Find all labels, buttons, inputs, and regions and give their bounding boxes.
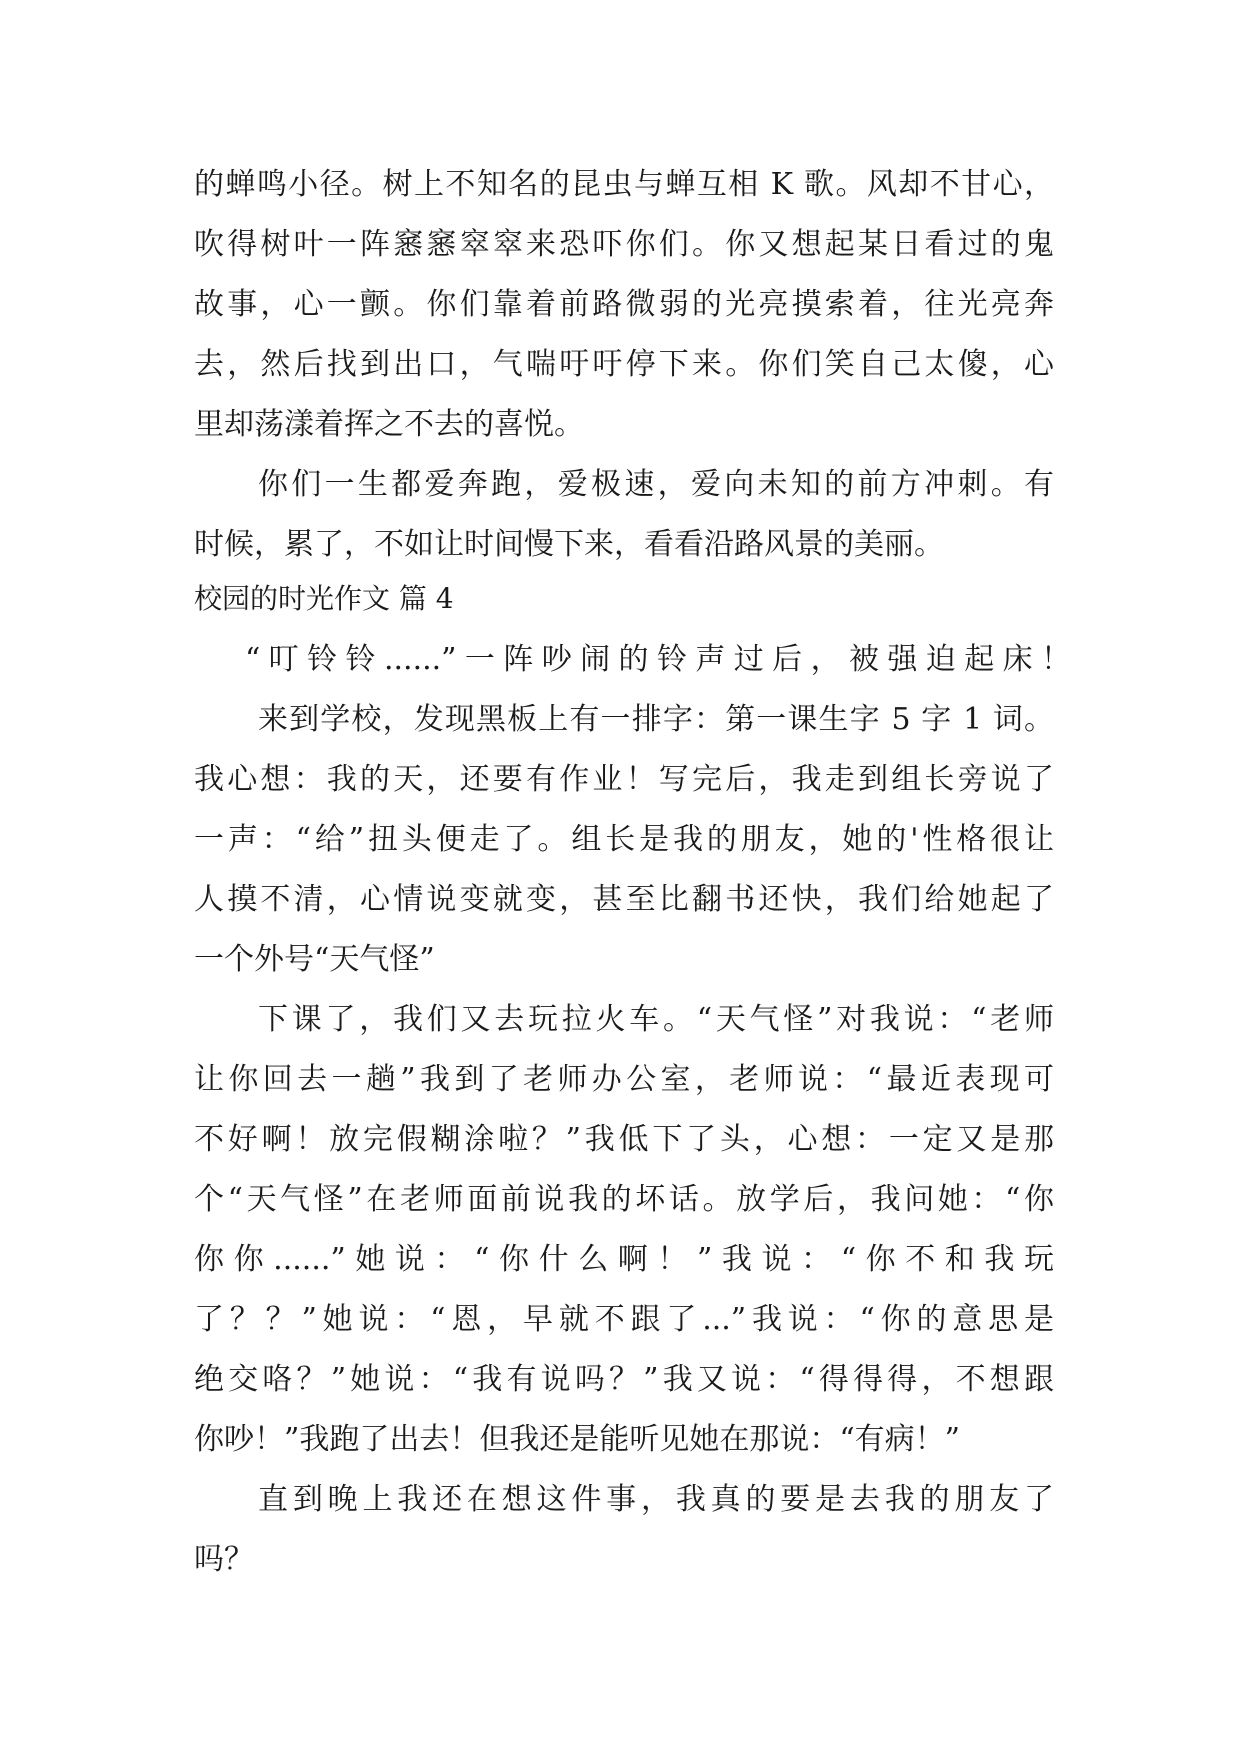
- text-line: 吹得树叶一阵窸窸窣窣来恐吓你们。你又想起某日看过的鬼: [194, 227, 1054, 262]
- text-line: 我心想：我的天，还要有作业！写完后，我走到组长旁说了: [194, 762, 1054, 797]
- text-line: 一个外号“天气怪”: [194, 942, 435, 977]
- text-line: 故事，心一颤。你们靠着前路微弱的光亮摸索着，往光亮奔: [194, 287, 1054, 322]
- text-line: 让你回去一趟”我到了老师办公室，老师说：“最近表现可: [194, 1062, 1054, 1097]
- text-line: 你们一生都爱奔跑，爱极速，爱向未知的前方冲刺。有: [258, 467, 1054, 502]
- text-line: 不好啊！放完假糊涂啦？”我低下了头，心想：一定又是那: [194, 1122, 1054, 1157]
- section-heading: 校园的时光作文 篇 4: [194, 582, 454, 615]
- text-line: “叮铃铃......”一阵吵闹的铃声过后，被强迫起床！: [245, 642, 1071, 677]
- text-line: 绝交咯？”她说：“我有说吗？”我又说：“得得得，不想跟: [194, 1362, 1054, 1397]
- text-line: 去，然后找到出口，气喘吁吁停下来。你们笑自己太傻，心: [194, 347, 1054, 382]
- text-line: 吗？: [194, 1542, 254, 1577]
- text-line: 来到学校，发现黑板上有一排字：第一课生字 5 字 1 词。: [258, 702, 1054, 737]
- text-line: 个“天气怪”在老师面前说我的坏话。放学后，我问她：“你: [194, 1182, 1054, 1217]
- text-line: 你吵！”我跑了出去！但我还是能听见她在那说：“有病！”: [194, 1422, 961, 1457]
- text-line: 人摸不清，心情说变就变，甚至比翻书还快，我们给她起了: [194, 882, 1054, 917]
- text-line: 下课了，我们又去玩拉火车。“天气怪”对我说：“老师: [258, 1002, 1054, 1037]
- text-line: 直到晚上我还在想这件事，我真的要是去我的朋友了: [258, 1482, 1054, 1517]
- text-line: 你你......”她说：“你什么啊！”我说：“你不和我玩: [194, 1242, 1054, 1277]
- text-line: 了？？”她说：“恩，早就不跟了...”我说：“你的意思是: [194, 1302, 1054, 1337]
- text-line: 一声：“给”扭头便走了。组长是我的朋友，她的'性格很让: [194, 822, 1054, 857]
- text-line: 的蝉鸣小径。树上不知名的昆虫与蝉互相 K 歌。风却不甘心，: [194, 167, 1054, 202]
- text-line: 时候，累了，不如让时间慢下来，看看沿路风景的美丽。: [194, 527, 944, 562]
- text-line: 里却荡漾着挥之不去的喜悦。: [194, 407, 584, 442]
